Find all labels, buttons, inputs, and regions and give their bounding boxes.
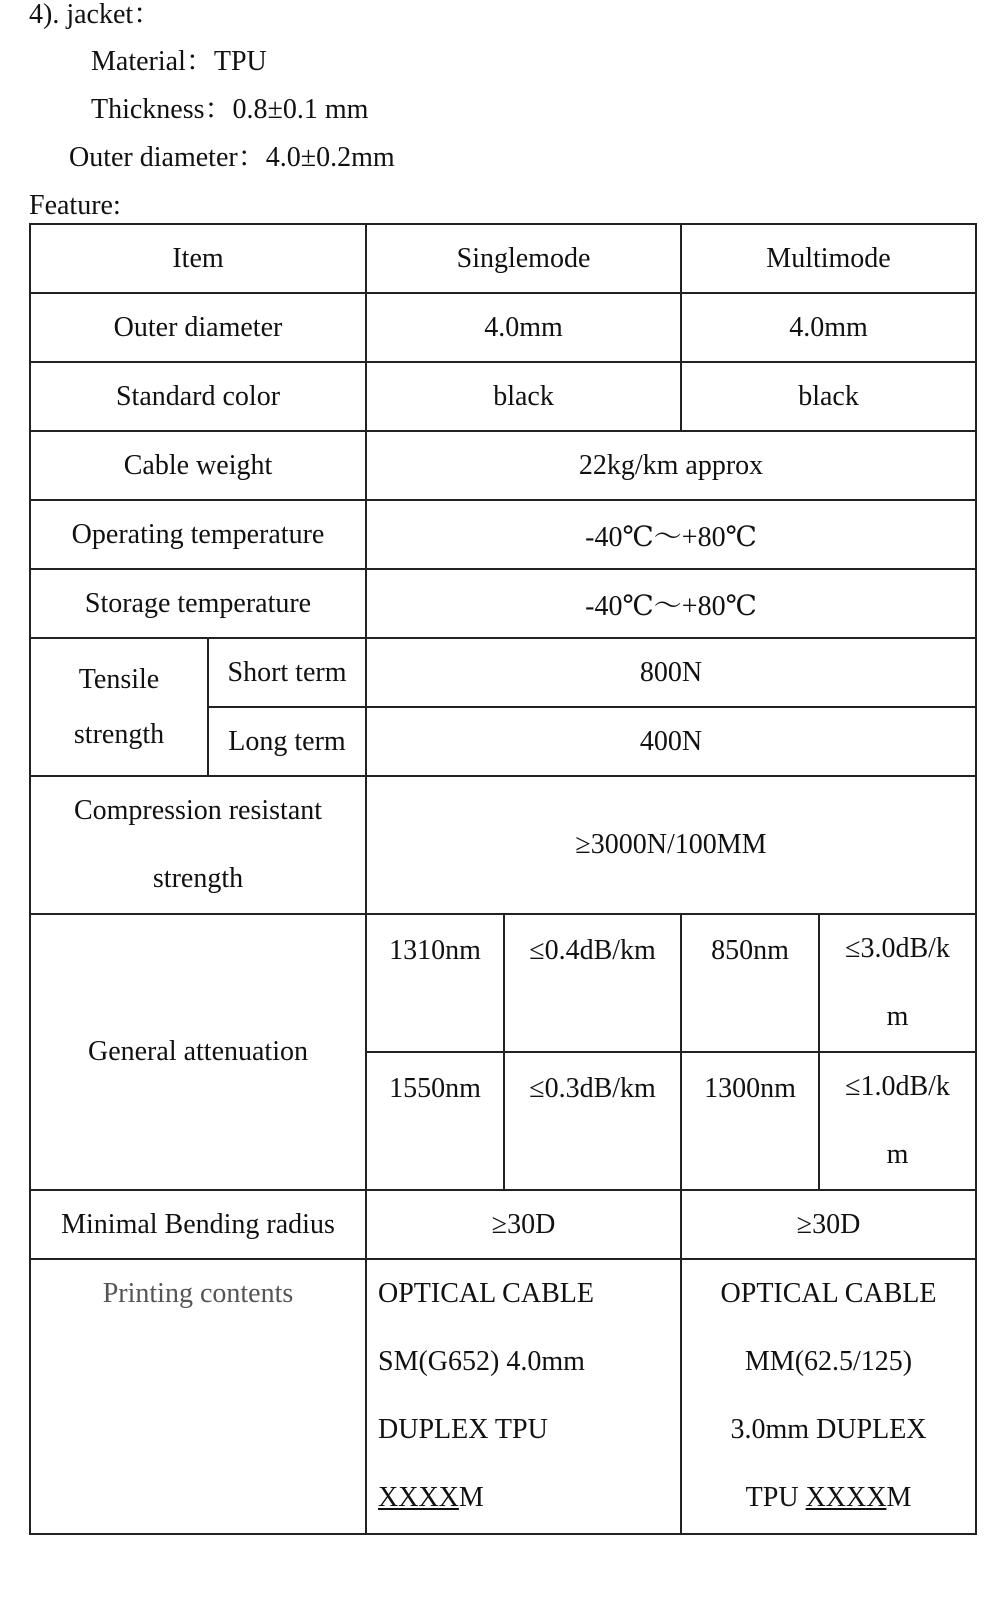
table-row — [30, 1259, 976, 1534]
printing-mm-prefix: TPU — [745, 1482, 806, 1513]
compression-label — [30, 776, 366, 914]
row-value-mm: 4.0mm — [681, 293, 976, 362]
tensile-label-line2: strength — [73, 719, 165, 750]
attenuation-label: General attenuation — [30, 914, 366, 1190]
printing-sm-line2: SM(G652) 4.0mm — [378, 1346, 585, 1377]
row-value-sm: black — [366, 362, 681, 431]
table-row — [30, 638, 976, 707]
feature-table — [29, 223, 977, 1535]
tensile-long-value: 400N — [366, 707, 976, 776]
attenuation-mm-value — [819, 914, 976, 1052]
header-multimode: Multimode — [681, 224, 976, 293]
table-row — [30, 293, 976, 362]
printing-mm-line1: OPTICAL CABLE — [720, 1278, 937, 1309]
header-singlemode: Singlemode — [366, 224, 681, 293]
row-value: 22kg/km approx — [366, 431, 976, 500]
attenuation-mm-wavelength: 1300nm — [681, 1052, 819, 1190]
jacket-heading: 4). jacket： — [29, 0, 162, 30]
row-label: Storage temperature — [30, 569, 366, 638]
printing-sm-length-placeholder: XXXX — [378, 1482, 459, 1513]
printing-sm-line3: DUPLEX TPU — [378, 1414, 548, 1445]
attenuation-sm-value: ≤0.3dB/km — [504, 1052, 681, 1190]
attenuation-sm-value: ≤0.4dB/km — [504, 914, 681, 1052]
printing-sm — [366, 1259, 681, 1534]
header-item: Item — [30, 224, 366, 293]
tensile-long-label: Long term — [208, 707, 366, 776]
table-header-row — [30, 224, 976, 293]
attenuation-mm-value-line1: ≤1.0dB/k — [845, 1071, 950, 1102]
printing-mm-line4 — [686, 1464, 971, 1532]
row-value: -40℃～+80℃ — [366, 569, 976, 638]
compression-label-line2: strength — [152, 863, 244, 894]
row-label: Outer diameter — [30, 293, 366, 362]
row-label: Operating temperature — [30, 500, 366, 569]
bending-sm: ≥30D — [366, 1190, 681, 1259]
row-label: Cable weight — [30, 431, 366, 500]
attenuation-sm-wavelength: 1310nm — [366, 914, 504, 1052]
tensile-label-line1: Tensile — [78, 664, 160, 695]
feature-label: Feature: — [29, 190, 121, 221]
attenuation-mm-value-line2: m — [886, 1001, 909, 1032]
jacket-thickness: Thickness：0.8±0.1 mm — [91, 94, 369, 125]
table-row — [30, 431, 976, 500]
tensile-short-value: 800N — [366, 638, 976, 707]
row-value-mm: black — [681, 362, 976, 431]
attenuation-sm-wavelength: 1550nm — [366, 1052, 504, 1190]
row-label: Standard color — [30, 362, 366, 431]
table-row — [30, 362, 976, 431]
compression-value: ≥3000N/100MM — [366, 776, 976, 914]
table-row — [30, 776, 976, 914]
table-row — [30, 569, 976, 638]
attenuation-mm-value-line2: m — [886, 1139, 909, 1170]
printing-mm-line3: 3.0mm DUPLEX — [730, 1414, 927, 1445]
table-row — [30, 500, 976, 569]
printing-mm — [681, 1259, 976, 1534]
printing-sm-line1: OPTICAL CABLE — [378, 1278, 594, 1309]
printing-mm-line2: MM(62.5/125) — [744, 1346, 913, 1377]
jacket-outer-diameter: Outer diameter：4.0±0.2mm — [69, 142, 395, 173]
bending-label: Minimal Bending radius — [30, 1190, 366, 1259]
table-row — [30, 1190, 976, 1259]
tensile-short-label: Short term — [208, 638, 366, 707]
printing-mm-length-unit: M — [886, 1482, 912, 1513]
attenuation-mm-value-line1: ≤3.0dB/k — [845, 933, 950, 964]
compression-label-line1: Compression resistant — [73, 795, 323, 826]
table-row — [30, 914, 976, 1052]
jacket-material: Material：TPU — [91, 46, 267, 77]
row-value: -40℃～+80℃ — [366, 500, 976, 569]
attenuation-mm-wavelength: 850nm — [681, 914, 819, 1052]
printing-sm-line4 — [378, 1464, 676, 1532]
attenuation-mm-value — [819, 1052, 976, 1190]
printing-label: Printing contents — [30, 1259, 366, 1534]
printing-sm-length-unit: M — [458, 1482, 484, 1513]
printing-mm-length-placeholder: XXXX — [805, 1482, 887, 1513]
bending-mm: ≥30D — [681, 1190, 976, 1259]
tensile-label — [30, 638, 208, 776]
row-value-sm: 4.0mm — [366, 293, 681, 362]
